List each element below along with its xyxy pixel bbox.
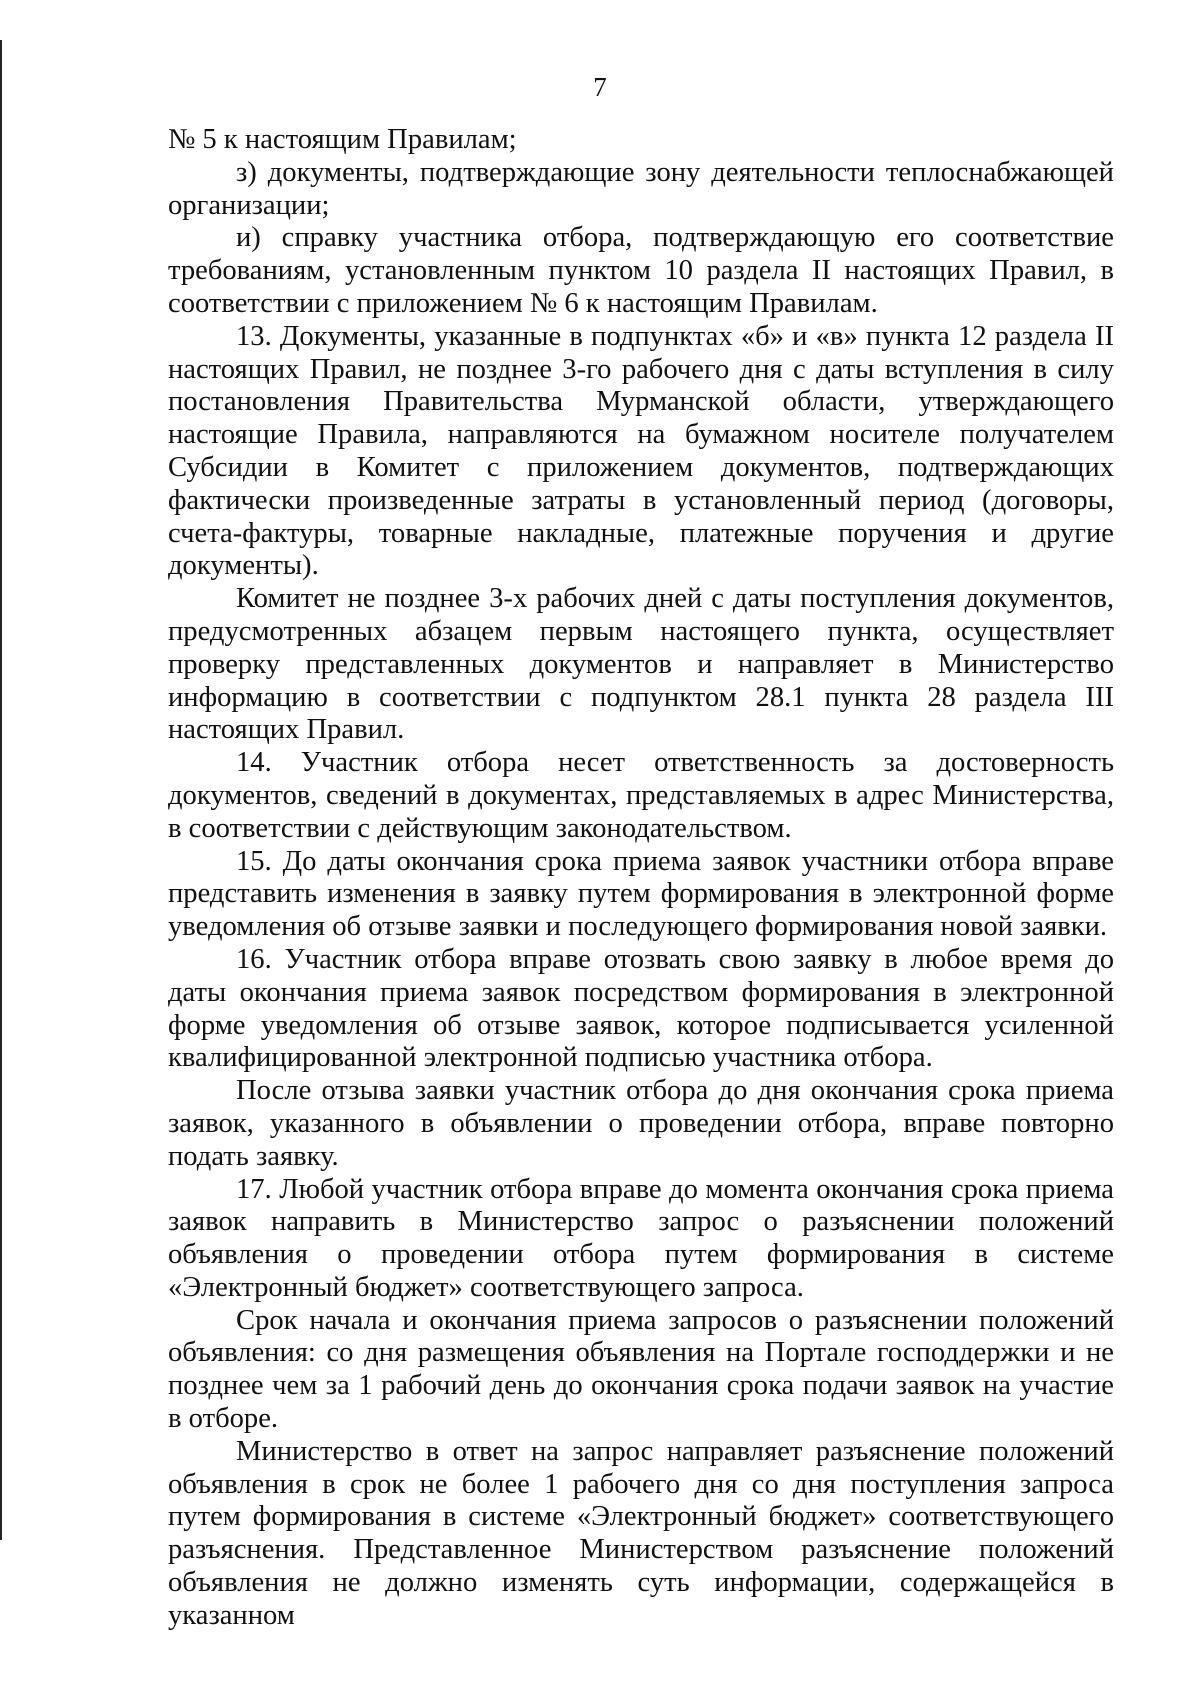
page-number: 7 bbox=[593, 72, 607, 102]
paragraph-13-committee: Комитет не позднее 3-х рабочих дней с даты поступления документов, предусмотренных абзацем первым настоящего пункта, осуществляет проверку представленных документов и направляет в Министерство информацию в соответствии с подпунктом 28.1 пункта 28 раздела III настоящих Правил. bbox=[168, 583, 1114, 746]
paragraph-15: 15. До даты окончания срока приема заявок участники отбора вправе представить изменения в заявку путем формирования в электронной форме уведомления об отзыве заявки и последующего формирования новой заявки. bbox=[168, 845, 1114, 943]
paragraph-item-z: з) документы, подтверждающие зону деятельности теплоснабжающей организации; bbox=[168, 156, 1114, 221]
scan-edge-line bbox=[0, 40, 2, 1540]
paragraph-16: 16. Участник отбора вправе отозвать свою заявку в любое время до даты окончания приема заявок посредством формирования в электронной форме уведомления об отзыве заявок, которое подписывается усиленной квалифицированной электронной подписью участника отбора. bbox=[168, 943, 1114, 1074]
paragraph-item-i: и) справку участника отбора, подтверждающую его соответствие требованиям, установленным пунктом 10 раздела II настоящих Правил, в соответствии с приложением № 6 к настоящим Правилам. bbox=[168, 222, 1114, 319]
paragraph-continuation: № 5 к настоящим Правилам; bbox=[168, 124, 517, 155]
document-body bbox=[168, 124, 1114, 1633]
paragraph-17: 17. Любой участник отбора вправе до момента окончания срока приема заявок направить в Министерство запрос о разъяснении положений объявления о проведении отбора путем формирования в системе «Электронный бюджет» соответствующего запроса. bbox=[168, 1173, 1114, 1303]
paragraph-13: 13. Документы, указанные в подпунктах «б» и «в» пункта 12 раздела II настоящих Правил, не позднее 3-го рабочего дня с даты вступления в силу постановления Правительства Мурманской области, утверждающего настоящие Правила, направляются на бумажном носителе получателем Субсидии в Комитет с приложением документов, подтверждающих фактически произведенные затраты в установленный период (договоры, счета-фактуры, товарные накладные, платежные поручения и другие документы). bbox=[168, 320, 1114, 582]
paragraph-16-resubmit: После отзыва заявки участник отбора до дня окончания срока приема заявок, указанного в объявлении о проведении отбора, вправе повторно подать заявку. bbox=[168, 1075, 1114, 1172]
paragraph-14: 14. Участник отбора несет ответственность за достоверность документов, сведений в документах, представляемых в адрес Министерства, в соответствии с действующим законодательством. bbox=[168, 747, 1114, 844]
paragraph-17-response: Министерство в ответ на запрос направляет разъяснение положений объявления в срок не более 1 рабочего дня со дня поступления запроса путем формирования в системе «Электронный бюджет» соответствующего разъяснения. Представленное Министерством разъяснение положений объявления не должно изменять суть информации, содержащейся в указанном bbox=[168, 1435, 1114, 1631]
paragraph-17-deadline: Срок начала и окончания приема запросов о разъяснении положений объявления: со дня размещения объявления на Портале господдержки и не позднее чем за 1 рабочий день до окончания срока подачи заявок на участие в отборе. bbox=[168, 1304, 1114, 1435]
